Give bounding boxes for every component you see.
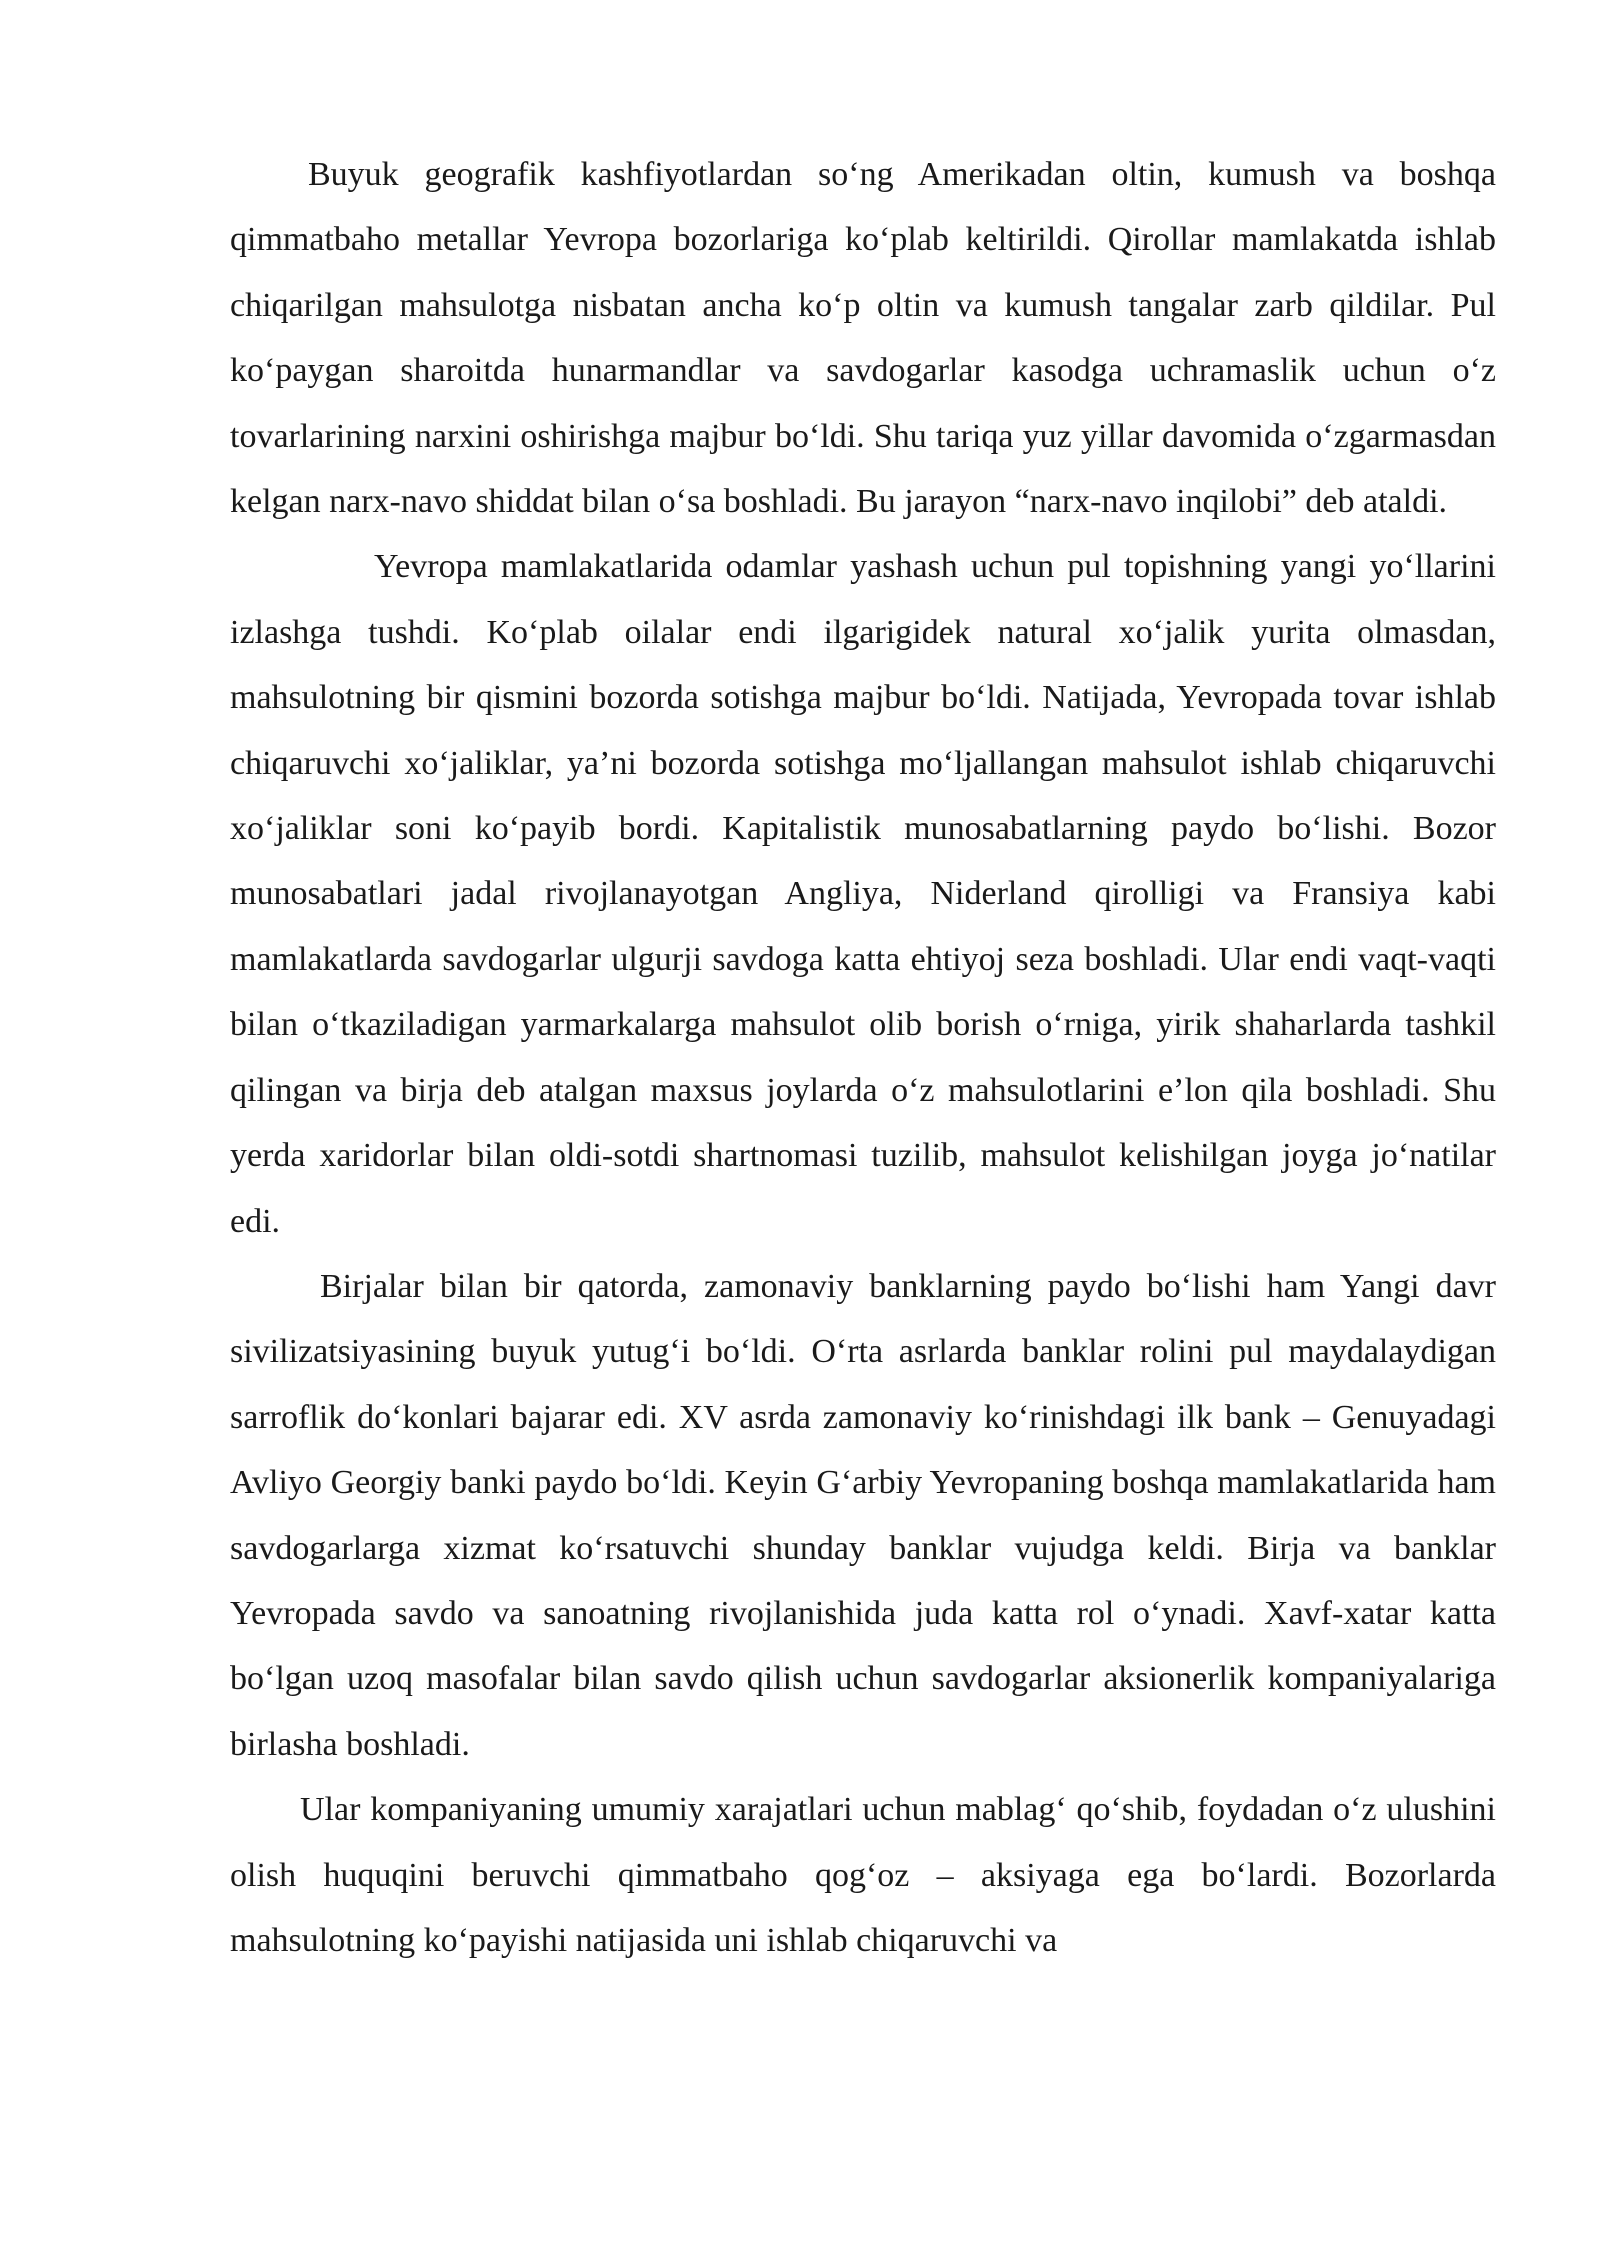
paragraph-commodity-economy: Yevropa mamlakatlarida odamlar yashash uchun pul topishning yangi yo‘llarini izlashga tushdi. Ko‘plab oilalar endi ilgarigidek natural xo‘jalik yurita olmasdan, mahsulotning bir qismini bozorda sotishga majbur bo‘ldi. Natijada, Yevropada tovar ishlab chiqaruvchi xo‘jaliklar, ya’ni bozorda sotishga mo‘ljallangan mahsulot ishlab chiqaruvchi xo‘jaliklar soni ko‘payib bordi. Kapitalistik munosabatlarning paydo bo‘lishi. Bozor munosabatlari jadal rivojlanayotgan Angliya, Niderland qirolligi va Fransiya kabi mamlakatlarda savdogarlar ulgurji savdoga katta ehtiyoj seza boshladi. Ular endi vaqt-vaqti bilan o‘tkaziladigan yarmarkalarga mahsulot olib borish o‘rniga, yirik shaharlarda tashkil qilingan va birja deb atalgan maxsus joylarda o‘z mahsulotlarini e’lon qila boshladi. Shu yerda xaridorlar bilan oldi-sotdi shartnomasi tuzilib, mahsulot kelishilgan joyga jo‘natilar edi. <box>230 548 1496 1240</box>
document-body <box>230 142 1496 1973</box>
paragraph-price-revolution: Buyuk geografik kashfiyotlardan so‘ng Amerikadan oltin, kumush va boshqa qimmatbaho metallar Yevropa bozorlariga ko‘plab keltirildi. Qirollar mamlakatda ishlab chiqarilgan mahsulotga nisbatan ancha ko‘p oltin va kumush tangalar zarb qildilar. Pul ko‘paygan sharoitda hunarmandlar va savdogarlar kasodga uchramaslik uchun o‘z tovarlarining narxini oshirishga majbur bo‘ldi. Shu tariqa yuz yillar davomida o‘zgarmasdan kelgan narx-navo shiddat bilan o‘sa boshladi. Bu jarayon “narx-navo inqilobi” deb ataldi. <box>230 156 1496 521</box>
paragraph-banks: Birjalar bilan bir qatorda, zamonaviy banklarning paydo bo‘lishi ham Yangi davr sivilizatsiyasining buyuk yutug‘i bo‘ldi. O‘rta asrlarda banklar rolini pul maydalaydigan sarroflik do‘konlari bajarar edi. XV asrda zamonaviy ko‘rinishdagi ilk bank – Genuyadagi Avliyo Georgiy banki paydo bo‘ldi. Keyin G‘arbiy Yevropaning boshqa mamlakatlarida ham savdogarlarga xizmat ko‘rsatuvchi shunday banklar vujudga keldi. Birja va banklar Yevropada savdo va sanoatning rivojlanishida juda katta rol o‘ynadi. Xavf-xatar katta bo‘lgan uzoq masofalar bilan savdo qilish uchun savdogarlar aksionerlik kompaniyalariga birlasha boshladi. <box>230 1267 1496 1763</box>
paragraph-shares: Ular kompaniyaning umumiy xarajatlari uchun mablag‘ qo‘shib, foydadan o‘z ulushini olish huquqini beruvchi qimmatbaho qog‘oz – aksiyaga ega bo‘lardi. Bozorlarda mahsulotning ko‘payishi natijasida uni ishlab chiqaruvchi va <box>230 1791 1496 1959</box>
